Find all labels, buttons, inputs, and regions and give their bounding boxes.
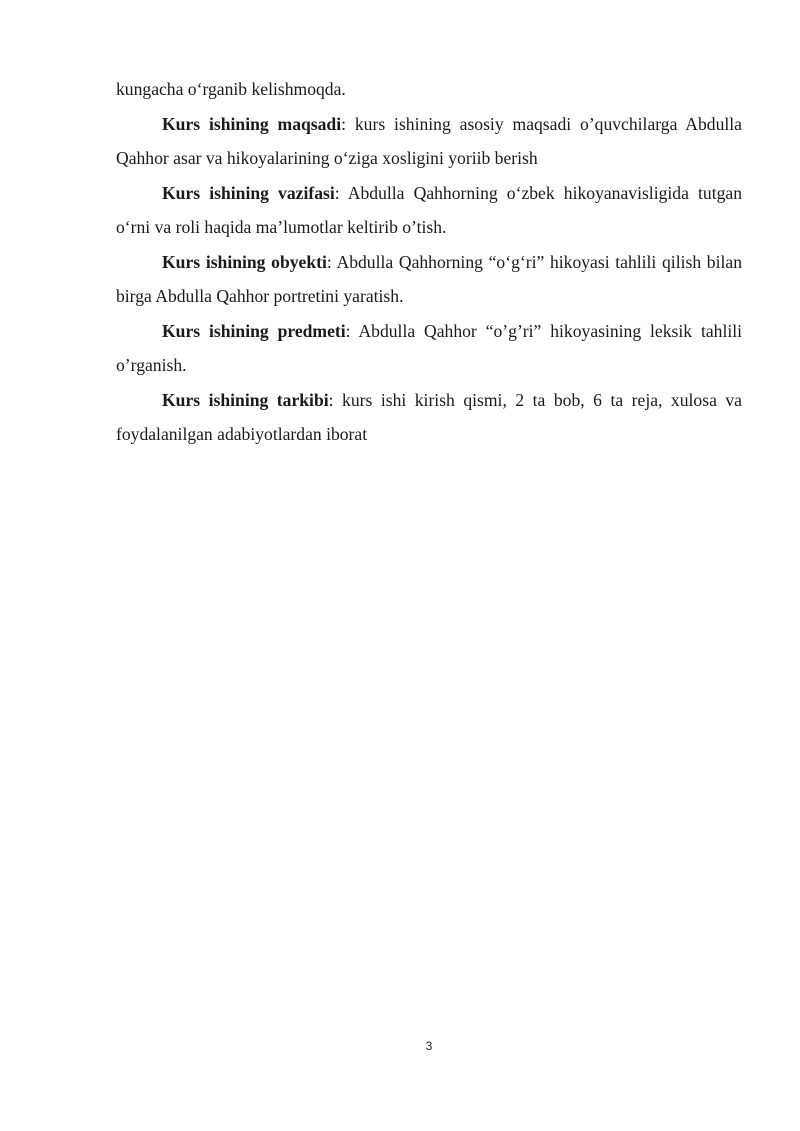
term-obyekti: Kurs ishining obyekti bbox=[162, 251, 327, 272]
lead-line: kungacha o‘rganib kelishmoqda. bbox=[116, 79, 346, 99]
paragraph-vazifasi bbox=[116, 176, 742, 245]
term-predmeti: Kurs ishining predmeti bbox=[162, 320, 346, 341]
paragraph-maqsadi bbox=[116, 107, 742, 176]
paragraph-obyekti bbox=[116, 245, 742, 314]
document-body bbox=[116, 72, 742, 452]
text-predmeti: : Abdulla Qahhor “o’g’ri” hikoyasining leksik tahlili o’rganish. bbox=[116, 320, 742, 375]
text-vazifasi: : Abdulla Qahhorning o‘zbek hikoyanavisligida tutgan o‘rni va roli haqida ma’lumotlar keltirib o’tish. bbox=[116, 182, 742, 237]
text-tarkibi: : kurs ishi kirish qismi, 2 ta bob, 6 ta reja, xulosa va foydalanilgan adabiyotlardan iborat bbox=[116, 389, 742, 444]
paragraph-tarkibi bbox=[116, 383, 742, 452]
term-maqsadi: Kurs ishining maqsadi bbox=[162, 113, 342, 134]
term-tarkibi: Kurs ishining tarkibi bbox=[162, 389, 329, 410]
text-maqsadi: : kurs ishining asosiy maqsadi o’quvchilarga Abdulla Qahhor asar va hikoyalarining o‘ziga xosligini yoriib berish bbox=[116, 113, 742, 168]
term-vazifasi: Kurs ishining vazifasi bbox=[162, 182, 335, 203]
page-number: 3 bbox=[425, 1039, 433, 1053]
paragraph-predmeti bbox=[116, 314, 742, 383]
text-obyekti: : Abdulla Qahhorning “o‘g‘ri” hikoyasi tahlili qilish bilan birga Abdulla Qahhor portretini yaratish. bbox=[116, 251, 742, 306]
